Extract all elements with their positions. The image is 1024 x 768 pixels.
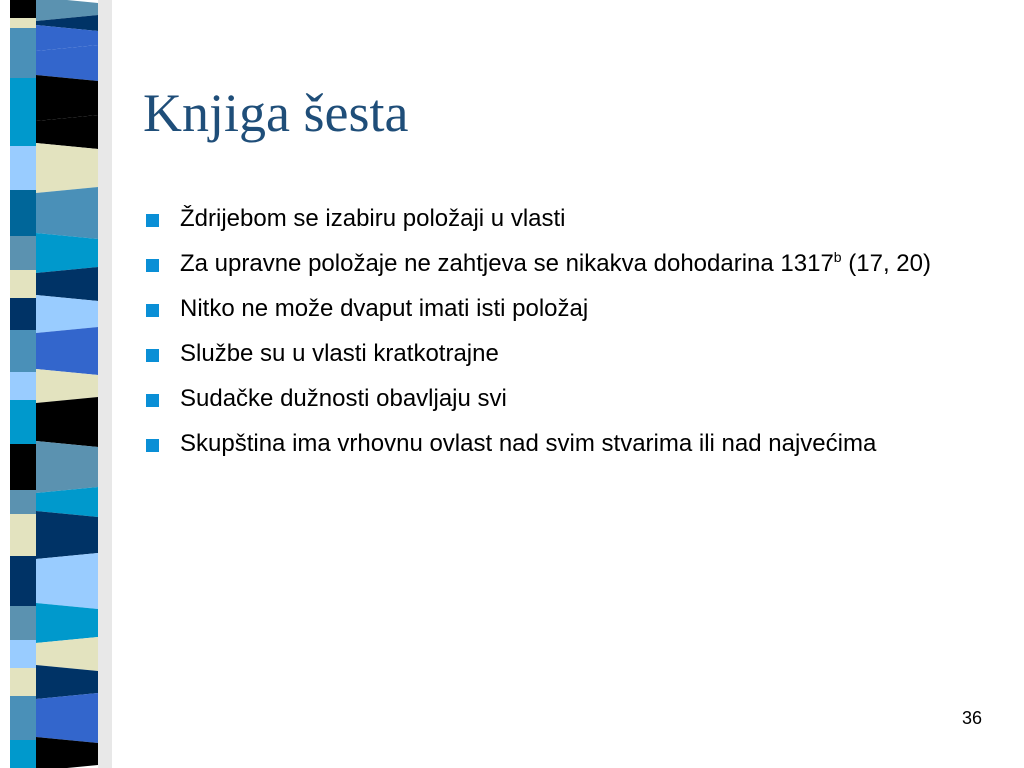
stripe-band: [36, 603, 98, 643]
square-bullet-icon: [146, 304, 159, 317]
stripe-band: [36, 441, 98, 493]
bullet-item: [144, 293, 984, 325]
stripe-band: [36, 267, 98, 301]
square-bullet-icon: [146, 439, 159, 452]
bullet-item: [144, 428, 984, 460]
stripe-edge-band: [10, 48, 36, 78]
stripe-band: [36, 369, 98, 403]
stripe-band: [36, 397, 98, 447]
stripe-edge-band: [10, 330, 36, 372]
bullet-text: Službe su u vlasti kratkotrajne: [180, 340, 499, 367]
stripe-edge-band: [10, 372, 36, 400]
stripe-band: [36, 327, 98, 375]
stripe-edge-band: [10, 78, 36, 118]
stripe-edge-band: [10, 640, 36, 668]
bullet-text: Nitko ne može dvaput imati isti položaj: [180, 295, 589, 322]
decorative-stripe-bar: [0, 0, 118, 768]
stripe-band: [36, 75, 98, 121]
stripe-edge-band: [10, 0, 36, 18]
stripe-edge-band: [10, 118, 36, 146]
bullet-text-suffix: (17, 20): [841, 250, 931, 277]
stripe-edge-band: [10, 298, 36, 330]
stripe-pattern: [0, 0, 118, 768]
stripe-edge-band: [10, 236, 36, 270]
stripe-shadow: [98, 0, 112, 768]
bullet-item: [144, 248, 984, 280]
stripe-band: [36, 553, 98, 609]
stripe-edge-band: [10, 514, 36, 556]
bullet-text: Ždrijebom se izabiru položaji u vlasti: [180, 205, 566, 232]
stripe-edge-band: [10, 444, 36, 490]
stripe-band: [36, 187, 98, 239]
square-bullet-icon: [146, 349, 159, 362]
bullet-text: Za upravne položaje ne zahtjeva se nikakva dohodarina 1317: [180, 250, 834, 277]
stripe-edge-band: [10, 270, 36, 298]
bullet-text: Skupština ima vrhovnu ovlast nad svim stvarima ili nad najvećima: [180, 430, 877, 457]
slide-title: Knjiga šesta: [143, 83, 409, 143]
stripe-edge-band: [10, 606, 36, 640]
stripe-edge-band: [10, 28, 36, 48]
stripe-edge-band: [10, 556, 36, 606]
stripe-band: [36, 295, 98, 333]
stripe-edge-band: [10, 400, 36, 444]
stripe-band: [36, 511, 98, 559]
bullet-list: [144, 203, 984, 473]
square-bullet-icon: [146, 214, 159, 227]
stripe-edge-band: [10, 668, 36, 696]
stripe-band: [36, 693, 98, 743]
bullet-item: [144, 383, 984, 415]
stripe-band: [36, 143, 98, 193]
stripe-edge-band: [10, 696, 36, 740]
stripe-band: [36, 233, 98, 273]
stripe-edge-band: [10, 18, 36, 28]
page-number: 36: [962, 708, 983, 728]
stripe-band: [36, 45, 98, 81]
stripe-edge-band: [10, 490, 36, 514]
bullet-superscript: b: [833, 249, 842, 265]
bullet-text: Sudačke dužnosti obavljaju svi: [180, 385, 507, 412]
square-bullet-icon: [146, 259, 159, 272]
stripe-edge-band: [10, 740, 36, 768]
bullet-item: [144, 338, 984, 370]
stripe-edge-band: [10, 190, 36, 236]
square-bullet-icon: [146, 394, 159, 407]
stripe-edge-band: [10, 146, 36, 190]
bullet-item: [144, 203, 984, 235]
